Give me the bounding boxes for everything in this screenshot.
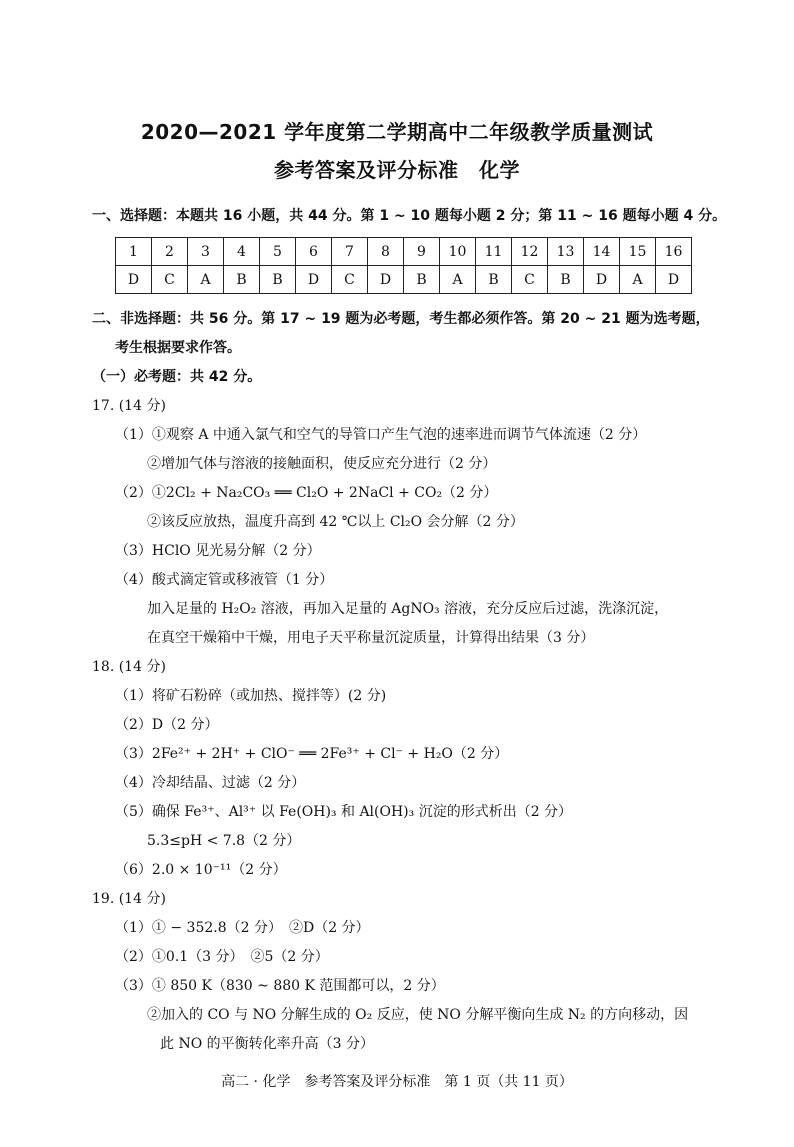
answer-cell: D <box>584 266 620 294</box>
answer-line: （1）① − 352.8（2 分） ②D（2 分） <box>115 920 370 936</box>
answer-line: （1）将矿石粉碎（或加热、搅拌等）(2 分) <box>115 688 387 704</box>
answer-line: 此 NO 的平衡转化率升高（3 分） <box>160 1036 374 1052</box>
answer-cell: B <box>404 266 440 294</box>
answer-line: （4）酸式滴定管或移液管（1 分） <box>115 572 334 588</box>
answer-table-answer-row <box>116 266 692 294</box>
question-number: 4 <box>224 238 260 266</box>
answer-cell: A <box>440 266 476 294</box>
answer-line: （4）冷却结晶、过滤（2 分） <box>115 775 306 791</box>
page-title: 2020—2021 学年度第二学期高中二年级教学质量测试 <box>140 120 654 144</box>
answer-line: （3）2Fe²⁺ + 2H⁺ + ClO⁻ ══ 2Fe³⁺ + Cl⁻ + H₂O（2 分） <box>115 746 509 762</box>
answer-line: （2）①2Cl₂ + Na₂CO₃ ══ Cl₂O + 2NaCl + CO₂（2 分） <box>115 485 498 501</box>
section-two-heading-cont: 考生根据要求作答。 <box>115 340 241 356</box>
answer-line: （2）D（2 分） <box>115 717 219 733</box>
question-number: 5 <box>260 238 296 266</box>
question-number: 2 <box>152 238 188 266</box>
answer-line: （3）HClO 见光易分解（2 分） <box>115 543 321 559</box>
answer-table-number-row <box>116 238 692 266</box>
answer-cell: C <box>152 266 188 294</box>
answer-cell: D <box>368 266 404 294</box>
question-number: 10 <box>440 238 476 266</box>
answer-line: ②增加气体与溶液的接触面积，使反应充分进行（2 分） <box>147 456 497 472</box>
answer-line: （5）确保 Fe³⁺、Al³⁺ 以 Fe(OH)₃ 和 Al(OH)₃ 沉淀的形式析出（2 分） <box>115 804 573 820</box>
answer-line: 加入足量的 H₂O₂ 溶液，再加入足量的 AgNO₃ 溶液，充分反应后过滤，洗涤沉淀， <box>147 601 669 617</box>
answer-cell: A <box>620 266 656 294</box>
question-number: 15 <box>620 238 656 266</box>
answer-cell: C <box>512 266 548 294</box>
question-17-header: 17. (14 分) <box>92 398 166 414</box>
page-footer: 高二 · 化学 参考答案及评分标准 第 1 页（共 11 页） <box>221 1074 573 1090</box>
answer-cell: D <box>296 266 332 294</box>
answer-cell: B <box>476 266 512 294</box>
page-subtitle: 参考答案及评分标准 化学 <box>274 158 520 182</box>
question-number: 13 <box>548 238 584 266</box>
question-number: 12 <box>512 238 548 266</box>
question-number: 6 <box>296 238 332 266</box>
answer-line: ②加入的 CO 与 NO 分解生成的 O₂ 反应，使 NO 分解平衡向生成 N₂ 的方向移动，因 <box>147 1007 689 1023</box>
answer-line: （2）①0.1（3 分） ②5（2 分） <box>115 949 329 965</box>
question-number: 1 <box>116 238 152 266</box>
answer-line: （6）2.0 × 10⁻¹¹（2 分） <box>115 862 287 878</box>
answer-cell: B <box>260 266 296 294</box>
required-questions-heading: （一）必考题：共 42 分。 <box>92 369 262 385</box>
question-number: 9 <box>404 238 440 266</box>
answer-line: （1）①观察 A 中通入氯气和空气的导管口产生气泡的速率进而调节气体流速（2 分） <box>115 427 647 443</box>
question-number: 8 <box>368 238 404 266</box>
section-two-heading: 二、非选择题：共 56 分。第 17 ~ 19 题为必考题，考生都必须作答。第 20 ~ 21 题为选考题， <box>92 311 710 327</box>
answer-cell: B <box>548 266 584 294</box>
answer-cell: B <box>224 266 260 294</box>
question-number: 11 <box>476 238 512 266</box>
answer-cell: A <box>188 266 224 294</box>
question-number: 14 <box>584 238 620 266</box>
question-number: 3 <box>188 238 224 266</box>
answer-line: 5.3≤pH < 7.8（2 分） <box>147 833 301 849</box>
answer-table <box>115 237 692 294</box>
answer-cell: D <box>116 266 152 294</box>
question-number: 16 <box>656 238 692 266</box>
question-number: 7 <box>332 238 368 266</box>
answer-line: 在真空干燥箱中干燥，用电子天平称量沉淀质量，计算得出结果（3 分） <box>147 630 595 646</box>
answer-line: （3）① 850 K（830 ~ 880 K 范围都可以，2 分） <box>115 978 445 994</box>
answer-cell: D <box>656 266 692 294</box>
answer-cell: C <box>332 266 368 294</box>
question-18-header: 18. (14 分) <box>92 659 166 675</box>
section-one-heading: 一、选择题：本题共 16 小题，共 44 分。第 1 ~ 10 题每小题 2 分；第 11 ~ 16 题每小题 4 分。 <box>92 208 727 224</box>
answer-line: ②该反应放热，温度升高到 42 ℃以上 Cl₂O 会分解（2 分） <box>147 514 524 530</box>
question-19-header: 19. (14 分) <box>92 891 166 907</box>
